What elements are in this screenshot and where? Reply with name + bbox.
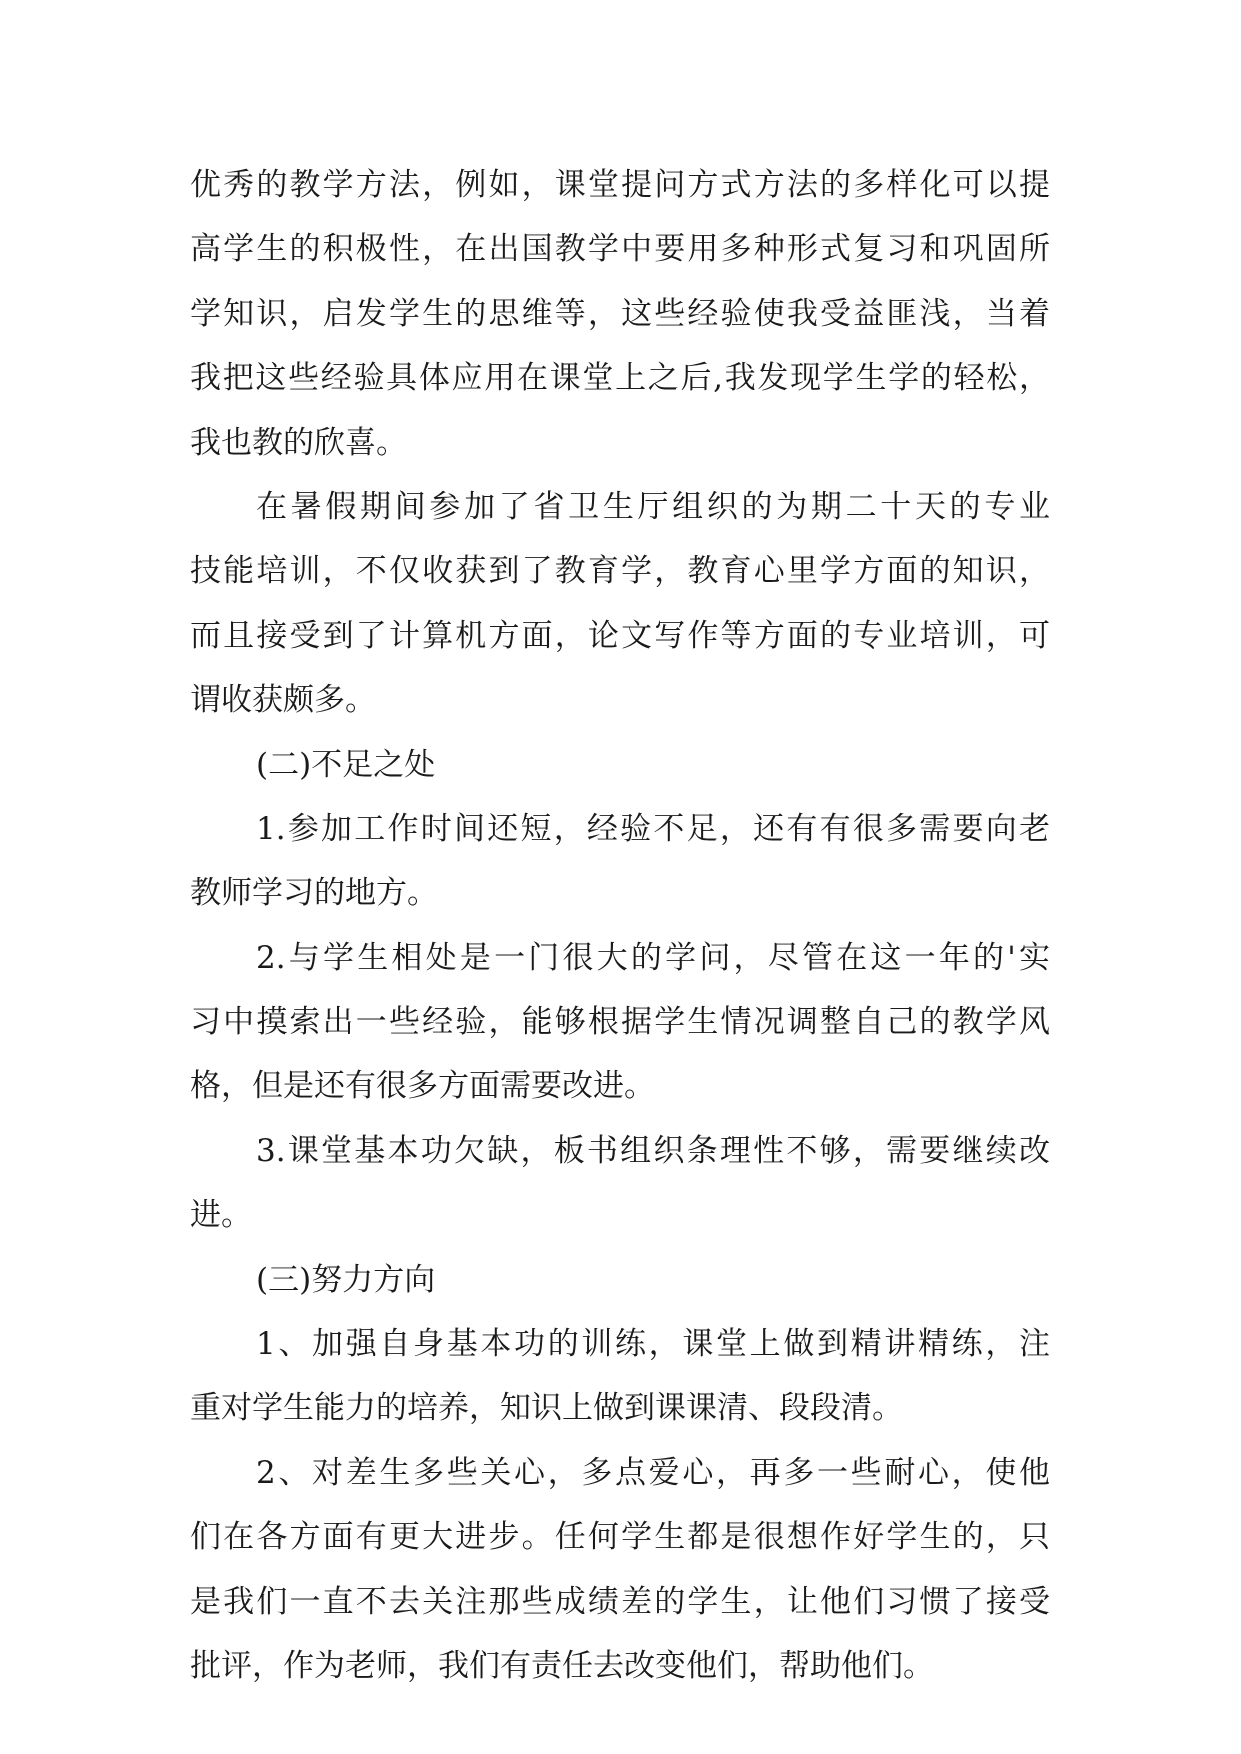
text-line: 格，但是还有很多方面需要改进。 — [190, 1068, 655, 1105]
text-line: 而且接受到了计算机方面，论文写作等方面的专业培训，可 — [190, 617, 1050, 654]
text-line: 重对学生能力的培养，知识上做到课课清、段段清。 — [190, 1390, 903, 1427]
text-line: (二)不足之处 — [256, 746, 436, 783]
text-line: 1.参加工作时间还短，经验不足，还有有很多需要向老 — [256, 810, 1050, 847]
text-line: 技能培训，不仅收获到了教育学，教育心里学方面的知识， — [190, 553, 1050, 590]
text-line: 是我们一直不去关注那些成绩差的学生，让他们习惯了接受 — [190, 1583, 1050, 1620]
text-line: 批评，作为老师，我们有责任去改变他们，帮助他们。 — [190, 1647, 934, 1684]
text-line: 2.与学生相处是一门很大的学问，尽管在这一年的'实 — [256, 939, 1050, 976]
text-line: 在暑假期间参加了省卫生厅组织的为期二十天的专业 — [256, 488, 1050, 525]
text-line: 我把这些经验具体应用在课堂上之后,我发现学生学的轻松， — [190, 360, 1050, 397]
text-line: 我也教的欣喜。 — [190, 424, 407, 461]
text-line: 进。 — [190, 1197, 252, 1234]
text-line: 2、对差生多些关心，多点爱心，再多一些耐心，使他 — [256, 1454, 1050, 1491]
text-line: 优秀的教学方法，例如，课堂提问方式方法的多样化可以提 — [190, 167, 1050, 203]
text-line: 学知识，启发学生的思维等，这些经验使我受益匪浅，当着 — [190, 295, 1050, 332]
text-line: 习中摸索出一些经验，能够根据学生情况调整自己的教学风 — [190, 1004, 1050, 1041]
text-line: 1、加强自身基本功的训练，课堂上做到精讲精练，注 — [256, 1326, 1050, 1363]
text-line: 教师学习的地方。 — [190, 875, 438, 912]
text-line: 谓收获颇多。 — [190, 682, 376, 719]
text-line: 们在各方面有更大进步。任何学生都是很想作好学生的，只 — [190, 1519, 1050, 1556]
text-line: (三)努力方向 — [256, 1261, 436, 1298]
text-line: 高学生的积极性，在出国教学中要用多种形式复习和巩固所 — [190, 231, 1050, 268]
document-body — [190, 153, 1050, 1698]
text-line: 3.课堂基本功欠缺，板书组织条理性不够，需要继续改 — [256, 1132, 1050, 1169]
